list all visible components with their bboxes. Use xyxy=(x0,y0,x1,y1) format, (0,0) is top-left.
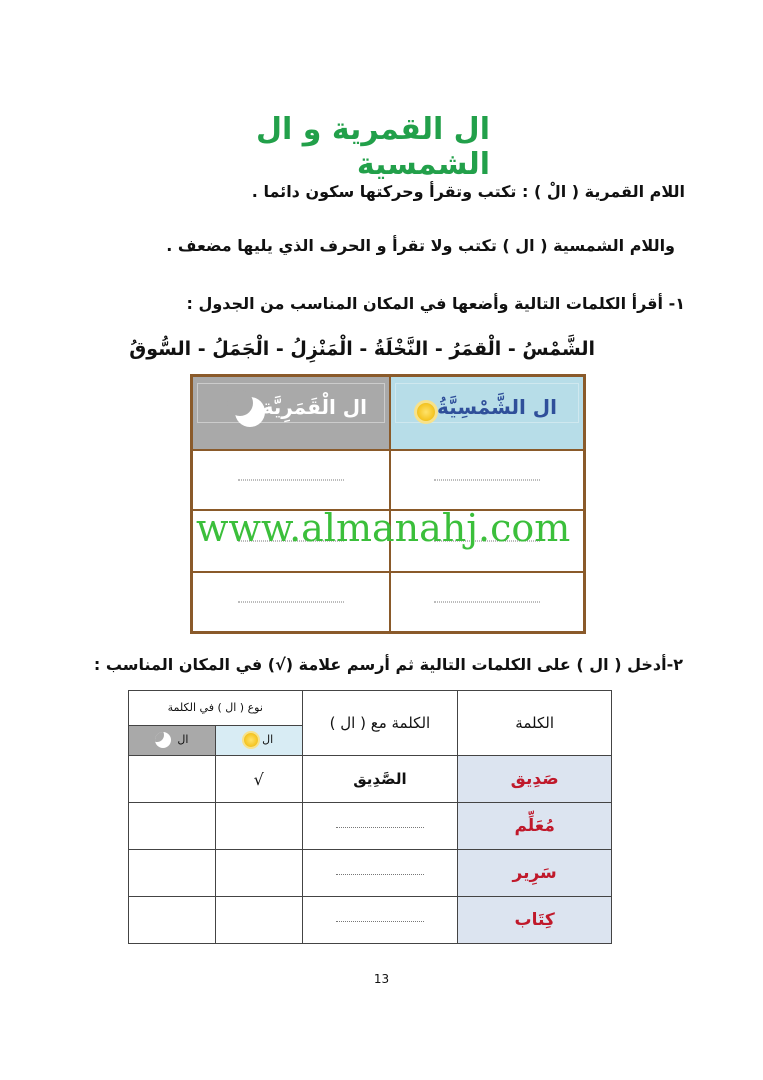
header-shamsiya xyxy=(390,376,584,450)
qamar-type-header xyxy=(129,725,216,756)
shams-check-cell[interactable] xyxy=(215,897,302,944)
page-number: 13 xyxy=(373,972,390,986)
type-header: نوع ( ال ) في الكلمة xyxy=(129,691,303,726)
shams-type-label: ال xyxy=(262,733,274,747)
word-list: الشَّمْسُ - الْقمَرُ - النَّخْلَةُ - الْمَنْزِلُ - الْجَمَلُ - السُّوقُ xyxy=(129,338,595,360)
answer-cell[interactable] xyxy=(390,450,584,510)
answer-cell[interactable] xyxy=(390,572,584,632)
answer-cell[interactable] xyxy=(192,572,390,632)
with-al-cell[interactable]: الصَّدِيق xyxy=(302,756,458,803)
qamar-check-cell[interactable] xyxy=(129,850,216,897)
word-cell: كِتَاب xyxy=(458,897,612,944)
definition-qamariya: اللام القمرية ( الْ ) : تكتب وتقرأ وحركتها سكون دائما . xyxy=(251,182,685,201)
sun-icon xyxy=(417,403,435,421)
header-qamariya-label: ال الْقَمَرِيَّة xyxy=(261,395,367,419)
classification-table xyxy=(190,374,586,634)
header-qamariya xyxy=(192,376,390,450)
shams-check-cell[interactable] xyxy=(215,803,302,850)
crescent-moon-icon xyxy=(235,397,265,427)
table-row xyxy=(129,897,612,944)
exercise-2-instruction: ٢-أدخل ( ال ) على الكلمات التالية ثم أرسم علامة (√) في المكان المناسب : xyxy=(93,655,683,674)
qamar-check-cell[interactable] xyxy=(129,803,216,850)
shams-check-cell[interactable] xyxy=(215,850,302,897)
shams-type-header xyxy=(215,725,302,756)
header-shamsiya-label: ال الشَّمْسِيَّةُ xyxy=(437,395,557,419)
table-row xyxy=(129,850,612,897)
qamar-type-label: ال xyxy=(177,733,189,747)
qamar-check-cell[interactable] xyxy=(129,897,216,944)
table-row xyxy=(129,803,612,850)
with-al-cell[interactable] xyxy=(302,897,458,944)
shams-check-cell[interactable]: √ xyxy=(215,756,302,803)
page-title: ال القمرية و ال الشمسية xyxy=(256,112,490,182)
with-al-header: الكلمة مع ( ال ) xyxy=(302,691,458,756)
word-cell: مُعَلِّم xyxy=(458,803,612,850)
table-row xyxy=(129,756,612,803)
word-cell: سَرِير xyxy=(458,850,612,897)
definition-shamsiya: واللام الشمسية ( ال ) تكتب ولا تقرأ و الحرف الذي يليها مضعف . xyxy=(166,236,675,255)
watermark: www.almanahj.com xyxy=(196,506,571,550)
al-insertion-table xyxy=(128,690,612,944)
exercise-1-instruction: ١- أقرأ الكلمات التالية وأضعها في المكان المناسب من الجدول : xyxy=(186,294,685,313)
with-al-cell[interactable] xyxy=(302,803,458,850)
answer-cell[interactable] xyxy=(192,450,390,510)
crescent-moon-icon xyxy=(155,732,171,748)
sun-icon xyxy=(244,733,258,747)
word-cell: صَدِيق xyxy=(458,756,612,803)
qamar-check-cell[interactable] xyxy=(129,756,216,803)
with-al-cell[interactable] xyxy=(302,850,458,897)
word-header: الكلمة xyxy=(458,691,612,756)
